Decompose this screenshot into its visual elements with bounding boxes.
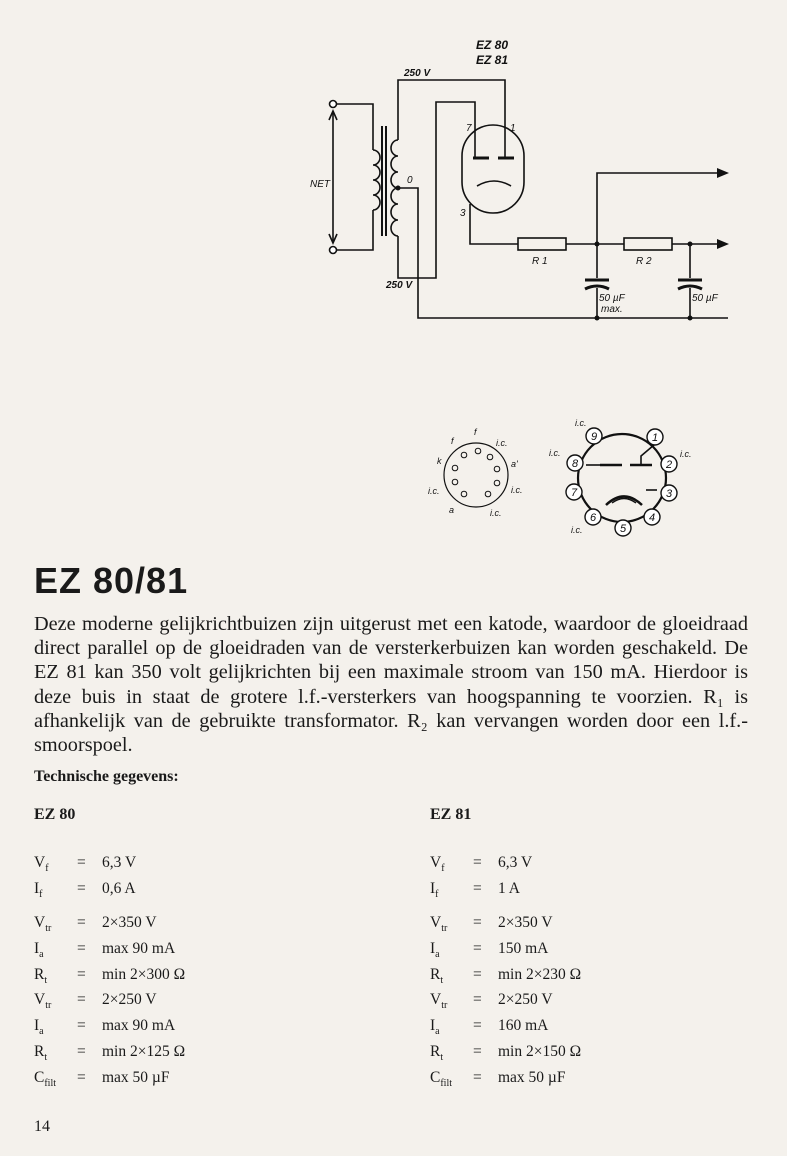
resistor-r1 [518, 238, 566, 250]
spec-row [430, 936, 581, 962]
cap1-value: 50 µF [599, 293, 625, 304]
base-right-pin-5: 5 [619, 523, 627, 535]
base-right-ic-label-2: i.c. [549, 448, 561, 458]
spec-row [34, 987, 185, 1013]
pin-label-3: 3 [460, 208, 466, 219]
spec-symbol: $I_f$ [34, 879, 43, 900]
spec-value: max 50 µF [102, 1068, 170, 1086]
spec-equals: = [77, 965, 86, 983]
base-left-label-ic3: i.c. [511, 485, 523, 495]
base-right-pin-7: 7 [570, 487, 578, 499]
base-right-pin-6: 6 [589, 512, 597, 524]
spec-symbol: $R_t$ [430, 1042, 444, 1063]
base-left-label-ic1: i.c. [496, 438, 508, 448]
net-label: NET [310, 179, 330, 190]
cap1-max: max. [601, 304, 623, 315]
rectifier-tube [462, 125, 524, 213]
spec-symbol: $V_{tr}$ [34, 914, 52, 935]
spec-value: 2×350 V [102, 914, 157, 932]
spec-symbol: $V_{tr}$ [430, 914, 448, 935]
base-diagram-left [428, 427, 523, 518]
spec-row [430, 1039, 581, 1065]
spec-row [430, 1013, 581, 1039]
spec-equals: = [77, 991, 86, 1009]
r2-label: R 2 [636, 256, 652, 267]
spec-value: 6,3 V [102, 854, 137, 871]
spec-equals: = [473, 991, 482, 1009]
spec-equals: = [473, 965, 482, 983]
spec-symbol: $I_f$ [430, 879, 439, 900]
base-left-label-k: k [437, 456, 442, 466]
spec-row [430, 1065, 581, 1091]
voltage-label-bottom: 250 V [386, 280, 413, 291]
base-right-pin-9: 9 [590, 431, 598, 443]
spec-row [430, 987, 581, 1013]
spec-row [430, 962, 581, 988]
spec-value: 0,6 A [102, 879, 136, 897]
base-right-ic-label-1: i.c. [575, 418, 587, 428]
spec-column-ez80 [34, 806, 185, 1090]
spec-equals: = [473, 854, 482, 871]
base-left-label-a2: a' [511, 459, 518, 469]
base-left-label-f1: f [451, 436, 454, 446]
cap2-value: 50 µF [692, 293, 718, 304]
base-right-pin-3: 3 [665, 488, 673, 500]
spec-symbol: $I_a$ [34, 940, 44, 961]
spec-equals: = [473, 1068, 482, 1086]
page-title: EZ 80/81 [34, 560, 189, 601]
base-left-label-f2: f [474, 427, 477, 437]
spec-symbol: $I_a$ [430, 940, 440, 961]
spec-row [34, 876, 185, 902]
spec-value: min 2×125 Ω [102, 1042, 186, 1060]
spec-value: min 2×300 Ω [102, 965, 186, 983]
spec-symbol: $C_{filt}$ [34, 1068, 57, 1089]
spec-equals: = [473, 1042, 482, 1060]
base-right-pin-4: 4 [648, 512, 656, 524]
spec-symbol: $R_t$ [34, 965, 48, 986]
page-number: 14 [34, 1118, 50, 1135]
spec-row [34, 1039, 185, 1065]
spec-equals: = [77, 1017, 86, 1035]
spec-row [430, 876, 581, 902]
spec-symbol: $V_{tr}$ [34, 991, 52, 1012]
spec-row [34, 910, 185, 936]
spec-row [34, 1013, 185, 1039]
base-right-pin-1: 1 [651, 432, 659, 444]
spec-row [430, 850, 581, 876]
spec-symbol: $I_a$ [34, 1017, 44, 1038]
spec-equals: = [473, 940, 482, 958]
spec-row [34, 962, 185, 988]
spec-value: max 90 mA [102, 1017, 176, 1035]
tube-label-ez80: EZ 80 [476, 38, 509, 52]
tube-label-ez81: EZ 81 [476, 53, 509, 67]
spec-row [34, 936, 185, 962]
ez81-title: EZ 81 [430, 806, 472, 823]
spec-value: 150 mA [498, 940, 549, 958]
spec-equals: = [77, 940, 86, 958]
spec-row [430, 910, 581, 936]
spec-heading: Technische gegevens: [34, 768, 179, 785]
mains-terminal-bottom [330, 247, 337, 254]
spec-value: 2×350 V [498, 914, 553, 932]
spec-equals: = [77, 1042, 86, 1060]
base-left-label-a: a [449, 505, 455, 515]
base-left-label-ic2: i.c. [428, 486, 440, 496]
center-tap-label: 0 [407, 175, 413, 186]
spec-symbol: $C_{filt}$ [430, 1068, 453, 1089]
spec-value: 6,3 V [498, 854, 533, 871]
spec-value: 2×250 V [498, 991, 553, 1009]
spec-equals: = [77, 914, 86, 932]
spec-equals: = [77, 1068, 86, 1086]
spec-value: max 90 mA [102, 940, 176, 958]
base-right-ic-label-4: i.c. [571, 525, 583, 535]
ez81-spec-list [430, 850, 581, 1090]
base-right-pin-8: 8 [571, 458, 579, 470]
spec-equals: = [77, 854, 86, 871]
ez80-spec-list [34, 850, 185, 1090]
spec-value: min 2×230 Ω [498, 965, 582, 983]
intro-paragraph: Deze moderne gelijkrichtbuizen zijn uitgerust met een katode, waardoor de gloeidraad direct parallel op de gloeidraden van de versterkerbuizen kan worden geschakeld. De EZ 81 kan 350 volt gelijkrichten bij een maximale stroom van 150 mA. Hierdoor is deze buis in staat de grotere l.f.-versterkers van hoogspanning te voorzien. R₁ is afhankelijk van de gebruikte transformator. R₂ kan vervangen worden door een l.f.-smoorspoel. [34, 613, 748, 757]
spec-symbol: $R_t$ [430, 965, 444, 986]
spec-symbol: $V_{tr}$ [430, 991, 448, 1012]
resistor-r2 [624, 238, 672, 250]
spec-value: 160 mA [498, 1017, 549, 1035]
circuit-diagram [0, 0, 787, 560]
spec-equals: = [473, 879, 482, 897]
voltage-label-top: 250 V [404, 68, 431, 79]
pin-label-1: 1 [510, 123, 516, 134]
spec-value: 1 A [498, 879, 520, 897]
base-diagram-right [549, 418, 692, 536]
spec-column-ez81 [430, 806, 581, 1090]
spec-symbol: $R_t$ [34, 1042, 48, 1063]
ez80-title: EZ 80 [34, 806, 76, 823]
spec-equals: = [77, 879, 86, 897]
base-left-label-ic4: i.c. [490, 508, 502, 518]
spec-symbol: $I_a$ [430, 1017, 440, 1038]
spec-symbol: $V_f$ [34, 854, 49, 875]
base-right-pin-2: 2 [665, 459, 673, 471]
mains-terminal-top [330, 101, 337, 108]
spec-row [34, 850, 185, 876]
r1-label: R 1 [532, 256, 548, 267]
spec-value: min 2×150 Ω [498, 1042, 582, 1060]
base-right-ic-label-3: i.c. [680, 449, 692, 459]
spec-value: 2×250 V [102, 991, 157, 1009]
spec-equals: = [473, 914, 482, 932]
spec-row [34, 1065, 185, 1091]
spec-value: max 50 µF [498, 1068, 566, 1086]
spec-symbol: $V_f$ [430, 854, 445, 875]
spec-equals: = [473, 1017, 482, 1035]
pin-label-7: 7 [466, 123, 472, 134]
primary-coil [373, 150, 380, 210]
